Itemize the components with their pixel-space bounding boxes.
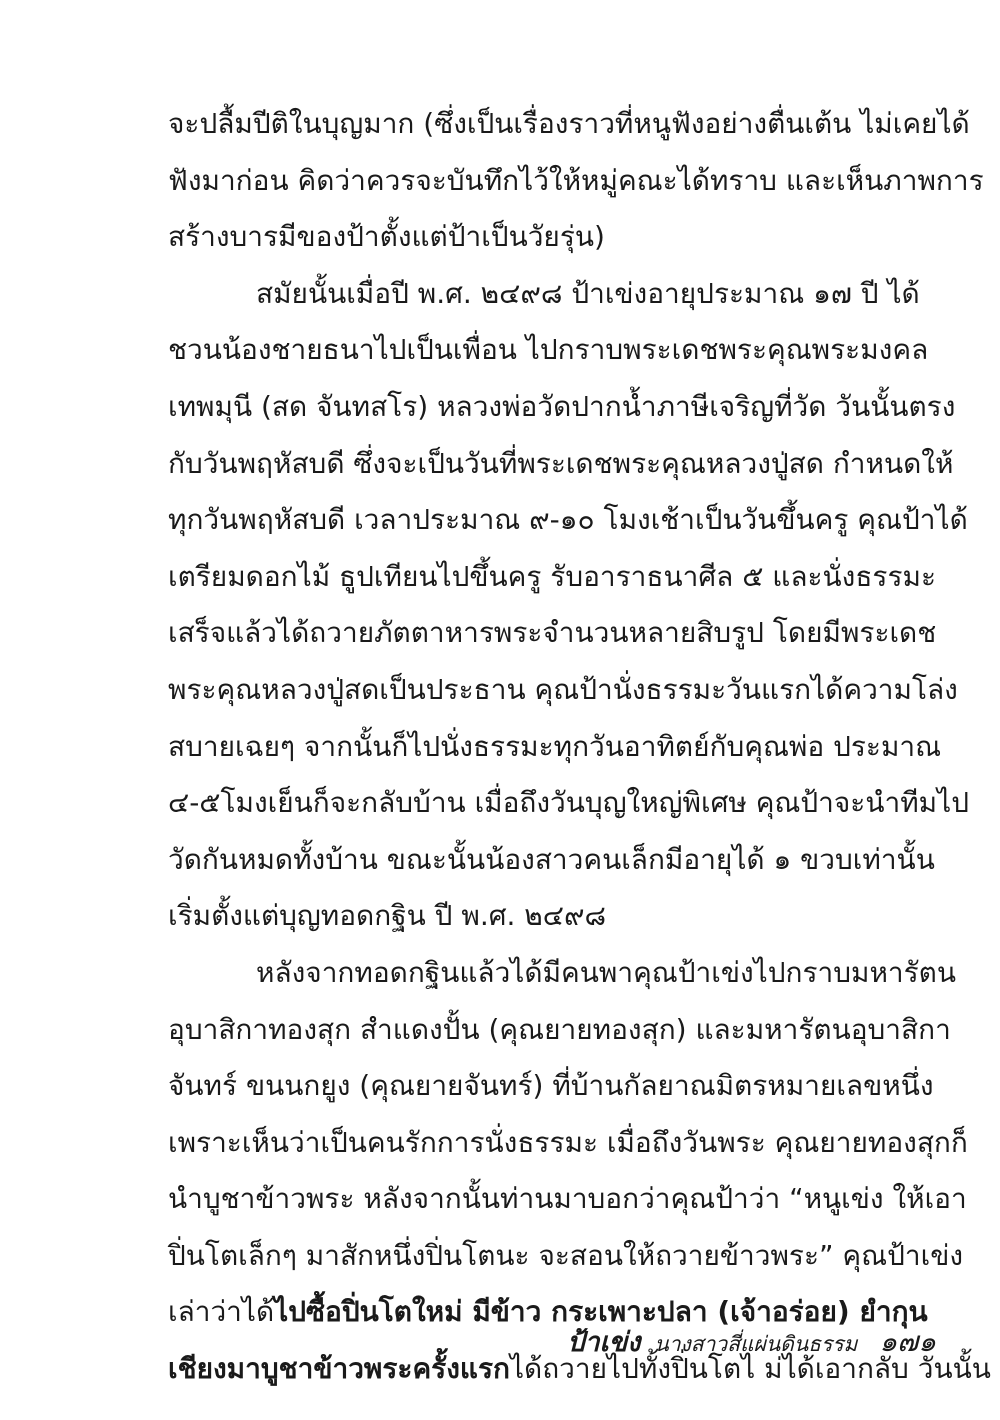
page-number: ๑๗๑ bbox=[879, 1325, 936, 1358]
text-line: ชวนน้องชายธนาไปเป็นเพื่อน ไปกราบพระเดชพระคุณพระมงคล bbox=[168, 333, 929, 367]
footer-book-title: นางสาวสี่แผ่นดินธรรม bbox=[654, 1332, 858, 1356]
text-line: เชียงมาบูชาข้าวพระครั้งแรกได้ถวายไปทั้งปิ่นโตไ ม่ได้เอากลับ วันนั้น bbox=[168, 1352, 991, 1386]
text-line: กับวันพฤหัสบดี ซึ่งจะเป็นวันที่พระเดชพระคุณหลวงปู่สด กำหนดให้ bbox=[168, 446, 954, 480]
text-line: เริ่มตั้งแต่บุญทอดกฐิน ปี พ.ศ. ๒๔๙๘ bbox=[168, 899, 607, 933]
page-footer bbox=[567, 1322, 936, 1362]
text-line: พระคุณหลวงปู่สดเป็นประธาน คุณป้านั่งธรรมะวันแรกได้ความโล่ง bbox=[168, 672, 958, 706]
text-line: สบายเฉยๆ จากนั้นก็ไปนั่งธรรมะทุกวันอาทิตย์กับคุณพ่อ ประมาณ bbox=[168, 729, 942, 763]
bold-text: ไปซื้อปิ่นโตใหม่ มีข้าว กระเพาะปลา (เจ้าอร่อย) ยำกุน bbox=[274, 1295, 928, 1329]
text-line: เทพมุนี (สด จันทสโร) หลวงพ่อวัดปากน้ำภาษีเจริญที่วัด วันนั้นตรง bbox=[168, 389, 956, 423]
text-line: นำบูชาข้าวพระ หลังจากนั้นท่านมาบอกว่าคุณป้าว่า “หนูเข่ง ให้เอา bbox=[168, 1182, 967, 1216]
text-line: อุบาสิกาทองสุก สำแดงปั้น (คุณยายทองสุก) และมหารัตนอุบาสิกา bbox=[168, 1012, 951, 1046]
text-line: วัดกันหมดทั้งบ้าน ขณะนั้นน้องสาวคนเล็กมีอายุได้ ๑ ขวบเท่านั้น bbox=[168, 842, 935, 876]
footer-name: ป้าเข่ง bbox=[567, 1327, 641, 1358]
text-line: ปิ่นโตเล็กๆ มาสักหนึ่งปิ่นโตนะ จะสอนให้ถวายข้าวพระ” คุณป้าเข่ง bbox=[168, 1238, 964, 1272]
text-line: เพราะเห็นว่าเป็นคนรักการนั่งธรรมะ เมื่อถึงวันพระ คุณยายทองสุกก็ bbox=[168, 1125, 968, 1159]
text-line: เล่าว่าได้ไปซื้อปิ่นโตใหม่ มีข้าว กระเพาะปลา (เจ้าอร่อย) ยำกุน bbox=[168, 1295, 928, 1329]
text-line: เสร็จแล้วได้ถวายภัตตาหารพระจำนวนหลายสิบรูป โดยมีพระเดช bbox=[168, 616, 937, 650]
bold-text: เชียงมาบูชาข้าวพระครั้งแรก bbox=[168, 1352, 510, 1386]
text-line: ทุกวันพฤหัสบดี เวลาประมาณ ๙-๑๐ โมงเช้าเป็นวันขึ้นครู คุณป้าได้ bbox=[168, 503, 968, 537]
text-line: จะปลื้มปีติในบุญมาก (ซึ่งเป็นเรื่องราวที่หนูฟังอย่างตื่นเต้น ไม่เคยได้ bbox=[168, 107, 970, 140]
text-line: สร้างบารมีของป้าตั้งแต่ป้าเป็นวัยรุ่น) bbox=[168, 220, 605, 254]
text-line: ๔-๕โมงเย็นก็จะกลับบ้าน เมื่อถึงวันบุญใหญ่พิเศษ คุณป้าจะนำทีมไป bbox=[168, 786, 969, 820]
paragraph-start-line: หลังจากทอดกฐินแล้วได้มีคนพาคุณป้าเข่งไปกราบมหารัตน bbox=[256, 955, 956, 989]
paragraph-start-line: สมัยนั้นเมื่อปี พ.ศ. ๒๔๙๘ ป้าเข่งอายุประมาณ ๑๗ ปี ได้ bbox=[256, 276, 920, 310]
body-text bbox=[168, 96, 991, 1398]
text-line: จันทร์ ขนนกยูง (คุณยายจันทร์) ที่บ้านกัลยาณมิตรหมายเลขหนึ่ง bbox=[168, 1069, 934, 1103]
text-line: เตรียมดอกไม้ ธูปเทียนไปขึ้นครู รับอาราธนาศีล ๕ และนั่งธรรมะ bbox=[168, 559, 937, 593]
text-line: ฟังมาก่อน คิดว่าควรจะบันทึกไว้ให้หมู่คณะได้ทราบ และเห็นภาพการ bbox=[168, 163, 984, 197]
